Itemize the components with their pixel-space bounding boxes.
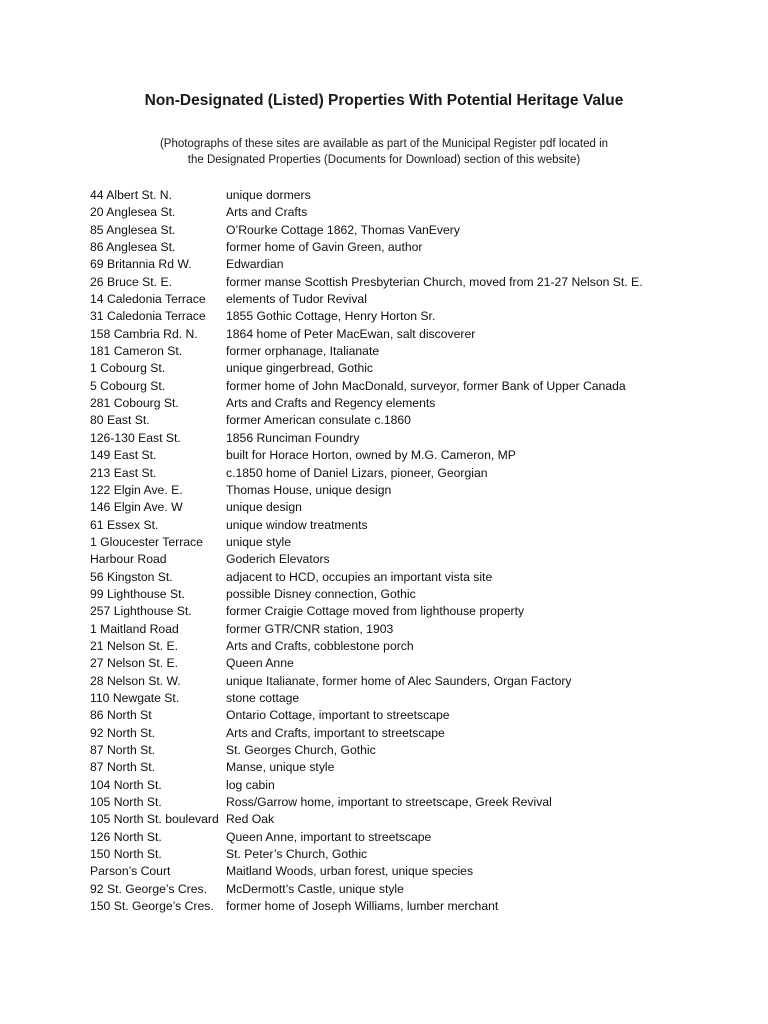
- list-item: [90, 829, 730, 846]
- property-address: 1 Cobourg St.: [90, 361, 166, 376]
- property-address: 150 St. George’s Cres.: [90, 899, 214, 914]
- property-description: possible Disney connection, Gothic: [226, 586, 416, 601]
- property-address: 1 Maitland Road: [90, 621, 179, 636]
- list-item: [90, 517, 730, 534]
- list-item: [90, 482, 730, 499]
- list-item: [90, 291, 730, 308]
- property-description: stone cottage: [226, 690, 300, 705]
- property-address: 257 Lighthouse St.: [90, 604, 192, 619]
- property-description: Edwardian: [226, 257, 284, 272]
- list-item: [90, 621, 730, 638]
- property-address: 27 Nelson St. E.: [90, 656, 179, 671]
- property-address: 149 East St.: [90, 448, 157, 463]
- list-item: [90, 430, 730, 447]
- property-address: 26 Bruce St. E.: [90, 274, 172, 289]
- property-description: unique style: [226, 534, 292, 549]
- list-item: [90, 881, 730, 898]
- list-item: [90, 586, 730, 603]
- list-item: [90, 759, 730, 776]
- property-description: 1856 Runciman Foundry: [226, 430, 360, 445]
- property-address: 105 North St. boulevard: [90, 812, 219, 827]
- property-description: St. Peter’s Church, Gothic: [226, 847, 368, 862]
- property-address: Harbour Road: [90, 552, 167, 567]
- property-description: unique Italianate, former home of Alec Saunders, Organ Factory: [226, 673, 572, 688]
- property-description: 1864 home of Peter MacEwan, salt discoverer: [226, 326, 476, 341]
- property-address: 80 East St.: [90, 413, 150, 428]
- property-address: 126 North St.: [90, 829, 162, 844]
- property-address: 146 Elgin Ave. W: [90, 500, 183, 515]
- property-description: unique window treatments: [226, 517, 368, 532]
- property-description: Goderich Elevators: [226, 552, 330, 567]
- list-item: [90, 447, 730, 464]
- property-address: 126-130 East St.: [90, 430, 181, 445]
- property-address: 85 Anglesea St.: [90, 222, 176, 237]
- property-description: unique design: [226, 500, 302, 515]
- property-address: 31 Caledonia Terrace: [90, 309, 206, 324]
- property-address: Parson’s Court: [90, 864, 171, 879]
- property-description: log cabin: [226, 777, 275, 792]
- property-address: 110 Newgate St.: [90, 690, 180, 705]
- property-description: Arts and Crafts: [226, 205, 308, 220]
- property-address: 44 Albert St. N.: [90, 188, 172, 202]
- list-item: [90, 412, 730, 429]
- list-item: [90, 256, 730, 273]
- list-item: [90, 690, 730, 707]
- list-item: [90, 395, 730, 412]
- photo-note-line-2: the Designated Properties (Documents for Download) section of this website): [187, 154, 581, 166]
- property-address: 213 East St.: [90, 465, 157, 480]
- property-address: 28 Nelson St. W.: [90, 673, 181, 688]
- property-address: 56 Kingston St.: [90, 569, 173, 584]
- property-description: Red Oak: [226, 812, 275, 827]
- property-address: 86 Anglesea St.: [90, 240, 176, 255]
- photo-note: [0, 136, 768, 168]
- property-description: Arts and Crafts, important to streetscape: [226, 725, 445, 740]
- property-address: 181 Cameron St.: [90, 344, 183, 359]
- list-item: [90, 187, 730, 204]
- property-description: former home of Gavin Green, author: [226, 240, 423, 255]
- property-address: 92 North St.: [90, 725, 156, 740]
- property-description: Manse, unique style: [226, 760, 335, 775]
- list-item: [90, 378, 730, 395]
- property-description: unique gingerbread, Gothic: [226, 361, 374, 376]
- property-address: 69 Britannia Rd W.: [90, 257, 192, 272]
- property-address: 87 North St.: [90, 743, 156, 757]
- list-item: [90, 499, 730, 516]
- property-description: c.1850 home of Daniel Lizars, pioneer, Georgian: [226, 465, 488, 480]
- property-description: Maitland Woods, urban forest, unique species: [226, 864, 474, 879]
- property-address: 14 Caledonia Terrace: [90, 292, 206, 307]
- property-address: 92 St. George’s Cres.: [90, 881, 207, 896]
- list-item: [90, 204, 730, 221]
- property-address: 21 Nelson St. E.: [90, 638, 179, 653]
- property-description: O’Rourke Cottage 1862, Thomas VanEvery: [226, 222, 460, 237]
- property-description: former home of John MacDonald, surveyor, former Bank of Upper Canada: [226, 378, 626, 393]
- property-description: former manse Scottish Presbyterian Church, moved from 21-27 Nelson St. E.: [226, 274, 643, 289]
- property-description: Ontario Cottage, important to streetscape: [226, 708, 450, 723]
- property-address: 104 North St.: [90, 777, 162, 792]
- list-item: [90, 673, 730, 690]
- property-description: Queen Anne: [226, 656, 294, 671]
- property-address: 86 North St: [90, 708, 152, 723]
- property-address: 20 Anglesea St.: [90, 205, 176, 220]
- property-description: former orphanage, Italianate: [226, 344, 380, 359]
- property-list: [90, 187, 730, 915]
- property-description: Ross/Garrow home, important to streetscape, Greek Revival: [226, 795, 552, 810]
- list-item: [90, 725, 730, 742]
- list-item: [90, 534, 730, 551]
- property-address: 5 Cobourg St.: [90, 378, 166, 393]
- property-description: Thomas House, unique design: [226, 482, 392, 497]
- property-description: built for Horace Horton, owned by M.G. Cameron, MP: [226, 448, 516, 463]
- list-item: [90, 569, 730, 586]
- list-item: [90, 863, 730, 880]
- list-item: [90, 360, 730, 377]
- photo-note-line-1: (Photographs of these sites are available as part of the Municipal Register pdf located in: [159, 138, 609, 150]
- property-address: 61 Essex St.: [90, 517, 159, 532]
- property-description: elements of Tudor Revival: [226, 292, 367, 307]
- list-item: [90, 742, 730, 759]
- list-item: [90, 239, 730, 256]
- list-item: [90, 898, 730, 915]
- property-address: 105 North St.: [90, 795, 162, 810]
- list-item: [90, 794, 730, 811]
- property-description: former GTR/CNR station, 1903: [226, 621, 394, 636]
- property-description: Arts and Crafts and Regency elements: [226, 396, 436, 411]
- property-address: 122 Elgin Ave. E.: [90, 482, 183, 497]
- property-description: former American consulate c.1860: [226, 413, 411, 428]
- property-address: 158 Cambria Rd. N.: [90, 326, 198, 341]
- list-item: [90, 707, 730, 724]
- property-description: McDermott’s Castle, unique style: [226, 881, 404, 896]
- property-description: St. Georges Church, Gothic: [226, 743, 376, 757]
- list-item: [90, 846, 730, 863]
- property-description: adjacent to HCD, occupies an important vista site: [226, 569, 493, 584]
- list-item: [90, 811, 730, 828]
- list-item: [90, 603, 730, 620]
- list-item: [90, 326, 730, 343]
- property-description: former Craigie Cottage moved from lighthouse property: [226, 604, 525, 619]
- list-item: [90, 638, 730, 655]
- property-address: 150 North St.: [90, 847, 162, 862]
- property-description: Arts and Crafts, cobblestone porch: [226, 638, 414, 653]
- list-item: [90, 777, 730, 794]
- property-address: 1 Gloucester Terrace: [90, 534, 203, 549]
- list-item: [90, 222, 730, 239]
- property-address: 281 Cobourg St.: [90, 396, 179, 411]
- list-item: [90, 551, 730, 568]
- property-description: former home of Joseph Williams, lumber merchant: [226, 899, 499, 914]
- property-address: 99 Lighthouse St.: [90, 586, 185, 601]
- list-item: [90, 308, 730, 325]
- list-item: [90, 465, 730, 482]
- property-address: 87 North St.: [90, 760, 156, 775]
- property-description: Queen Anne, important to streetscape: [226, 829, 432, 844]
- property-description: unique dormers: [226, 188, 311, 202]
- list-item: [90, 655, 730, 672]
- list-item: [90, 343, 730, 360]
- list-item: [90, 274, 730, 291]
- property-description: 1855 Gothic Cottage, Henry Horton Sr.: [226, 309, 436, 324]
- page-title: Non-Designated (Listed) Properties With Potential Heritage Value: [144, 92, 624, 109]
